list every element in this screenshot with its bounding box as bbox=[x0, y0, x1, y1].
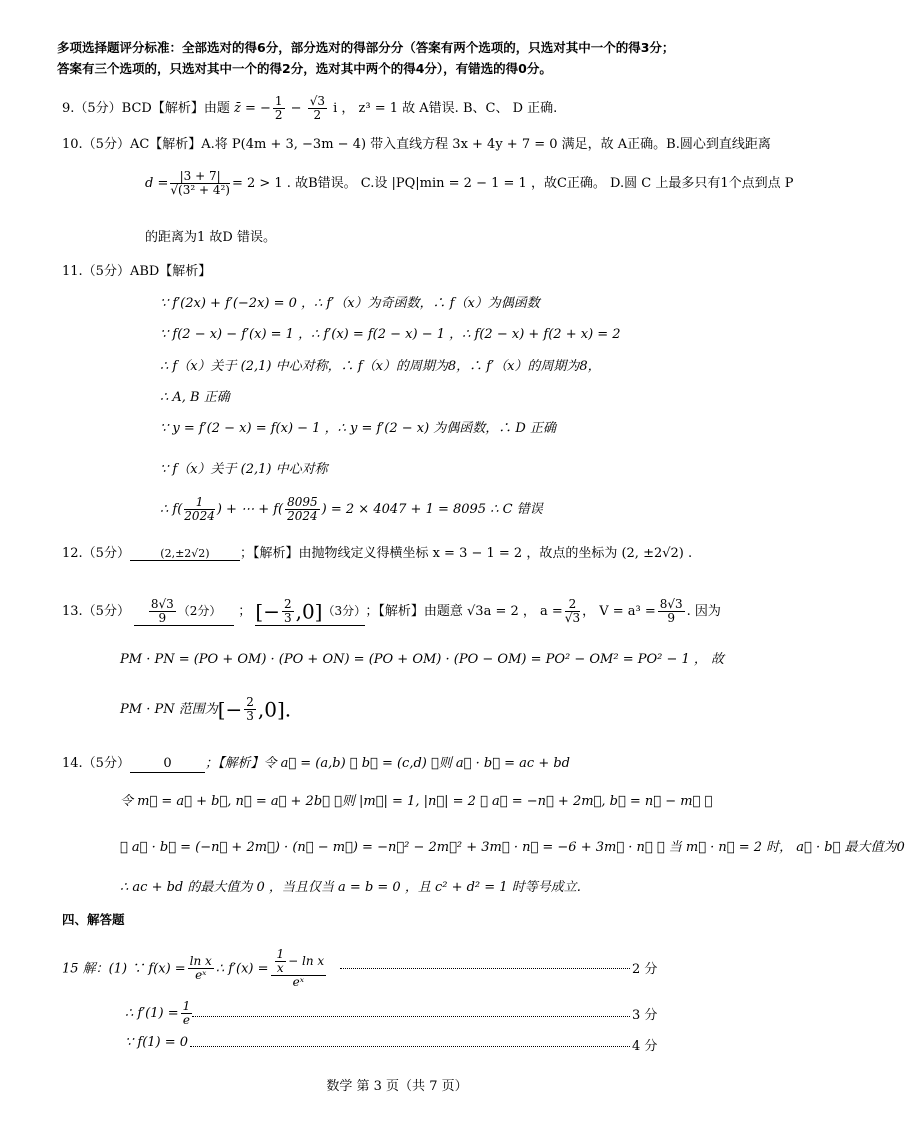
q11-step-1: ∵ f′(2x) + f′(−2x) = 0 ，∴ f′（x）为奇函数，∴ f（x）为偶函数 bbox=[160, 296, 540, 311]
q9-z-bar: z̄ = − bbox=[233, 101, 271, 117]
q15-fprime-fraction: $\frac{1}{x}$ − ln x eˣ bbox=[271, 948, 327, 990]
q15-f-fraction: $\frac{\text{ln x}}{\text{eˣ}}$ bbox=[189, 954, 212, 983]
q13-line-1: 13.（5分） $\frac{8√3}{9}$ （2分） ； [− $\frac{2}{3}$ ,0]（3分）；【解析】由题意 √3a = 2 ， a = $\frac{2}{√3}$ ， V = a³ = $\frac{8√3}{9}$ . 因为 bbox=[62, 597, 721, 626]
q10-line-3: 的距离为1 故D 错误。 bbox=[145, 230, 276, 245]
q13-range-fraction: $\frac{2}{3}$ bbox=[246, 695, 254, 724]
section-title: 四、解答题 bbox=[62, 912, 125, 927]
q15-score-3: 4 分 bbox=[632, 1039, 658, 1054]
q15-score-2: 3 分 bbox=[632, 1008, 658, 1023]
q14-line-4: ∴ ac + bd 的最大值为 0 ，当且仅当 a = b = 0 ，且 c² + d² = 1 时等号成立. bbox=[120, 880, 581, 895]
q9-suffix: i ， z³ = 1 故 A错误. B、C、 D 正确. bbox=[328, 101, 558, 117]
q14-line-1: 14.（5分） 0 ；【解析】令 a⃗ = (a,b) ， b⃗ = (c,d) ，则 a⃗ · b⃗ = ac + bd bbox=[62, 756, 570, 771]
q15-score-1: 2 分 bbox=[632, 962, 658, 977]
q11-fraction-1: $\frac{1}{2024}$ bbox=[184, 495, 215, 524]
q9-line: 9.（5分）BCD【解析】由题 z̄ = − $\frac{1}{2}$ − $\frac{√3}{2}$ i ， z³ = 1 故 A错误. B、C、 D 正确. bbox=[62, 94, 558, 123]
q10-distance-fraction: $\frac{|3 + 7|}{\text{√(3² + 4²)}}$ bbox=[170, 169, 230, 198]
q15-line-1: 15 解：(1) ∵ f(x) = $\frac{\text{ln x}}{\text{eˣ}}$ ∴ f′(x) = $\frac{1}{x}$ − ln x eˣ bbox=[62, 947, 325, 990]
q9-prefix: 9.（5分）BCD【解析】由题 bbox=[62, 101, 230, 117]
q10-line-2: d = $\frac{|3 + 7|}{\text{√(3² + 4²)}}$ = 2 > 1 . 故B错误。 C.设 |PQ|min = 2 − 1 = 1 ，故C正确。 D.圆 C 上最多只有1个点到点 P bbox=[145, 169, 794, 198]
q12-answer-blank: (2,±2√2) bbox=[130, 547, 240, 561]
q13-answer-blank-2: [− $\frac{2}{3}$ ,0]（3分） bbox=[255, 597, 367, 626]
q13-answer-blank-1: $\frac{8√3}{9}$ （2分） bbox=[134, 598, 234, 626]
q12-line: 12.（5分） (2,±2√2) ；【解析】由抛物线定义得横坐标 x = 3 − 1 = 2 ，故点的坐标为 (2, ±2√2) . bbox=[62, 546, 693, 561]
q15-leader-2 bbox=[192, 1016, 630, 1017]
q9-half-fraction: $\frac{1}{2}$ bbox=[274, 94, 283, 123]
q11-step-7: ∴ f( $\frac{1}{2024}$ ) + ⋯ + f( $\frac{8095}{2024}$ ) = 2 × 4047 + 1 = 8095 ∴ C 错误 bbox=[160, 495, 543, 524]
q13-a-fraction: $\frac{2}{√3}$ bbox=[564, 597, 581, 626]
q11-step-5: ∵ y = f′(2 − x) = f(x) − 1 ，∴ y = f′(2 − x) 为偶函数，∴ D 正确 bbox=[160, 421, 556, 436]
page-footer: 数学 第 3 页（共 7 页） bbox=[326, 1079, 468, 1094]
q11-title: 11.（5分）ABD【解析】 bbox=[62, 264, 212, 279]
q13-line-2: PM · PN = (PO + OM) · (PO + ON) = (PO + OM) · (PO − OM) = PO² − OM² = PO² − 1 ， 故 bbox=[120, 652, 725, 667]
q15-line-3: ∵ f(1) = 0 bbox=[125, 1035, 189, 1050]
q15-e-fraction: $\frac{1}{e}$ bbox=[182, 999, 191, 1028]
q10-line-1: 10.（5分）AC【解析】A.将 P(4m + 3, −3m − 4) 带入直线方程 3x + 4y + 7 = 0 满足，故 A正确。B.圆心到直线距离 bbox=[62, 137, 771, 152]
q14-line-2: 令 m⃗ = a⃗ + b⃗, n⃗ = a⃗ + 2b⃗ ，则 |m⃗| = 1, |n⃗| = 2 ， a⃗ = −n⃗ + 2m⃗, b⃗ = n⃗ − m⃗ ， bbox=[120, 794, 713, 809]
scoring-rule-line-2: 答案有三个选项的，只选对其中一个的得2分，选对其中两个的得4分），有错选的得0分。 bbox=[57, 61, 552, 76]
q11-fraction-2: $\frac{8095}{2024}$ bbox=[287, 495, 318, 524]
q11-step-6: ∵ f（x）关于 (2,1) 中心对称 bbox=[160, 462, 328, 477]
q9-sqrt3-fraction: $\frac{√3}{2}$ bbox=[309, 94, 325, 123]
q13-line-3: PM · PN 范围为[− $\frac{2}{3}$ ,0]. bbox=[120, 695, 292, 724]
q15-line-2: ∴ f′(1) = $\frac{1}{e}$ bbox=[125, 999, 191, 1028]
q11-step-4: ∴ A, B 正确 bbox=[160, 390, 230, 405]
scoring-rule-line-1: 多项选择题评分标准：全部选对的得6分，部分选对的得部分分（答案有两个选项的，只选对其中一个的得3分； bbox=[57, 40, 675, 55]
q15-leader-3 bbox=[190, 1046, 630, 1047]
q11-step-3: ∴ f（x）关于 (2,1) 中心对称，∴ f（x）的周期为8，∴ f′（x）的周期为8， bbox=[160, 359, 601, 374]
q14-line-3: ∴ a⃗ · b⃗ = (−n⃗ + 2m⃗) · (n⃗ − m⃗) = −n⃗² − 2m⃗² + 3m⃗ · n⃗ = −6 + 3m⃗ · n⃗ ， 当 m⃗ · n⃗ = 2 时， a⃗ · b⃗ 最大值为0 bbox=[120, 840, 905, 855]
q13-volume-fraction: $\frac{8√3}{9}$ bbox=[659, 597, 683, 626]
q14-answer-blank: 0 bbox=[130, 756, 205, 773]
q15-leader-1 bbox=[340, 968, 630, 969]
q11-step-2: ∵ f(2 − x) − f′(x) = 1 ，∴ f′(x) = f(2 − x) − 1 ，∴ f(2 − x) + f(2 + x) = 2 bbox=[160, 327, 621, 342]
